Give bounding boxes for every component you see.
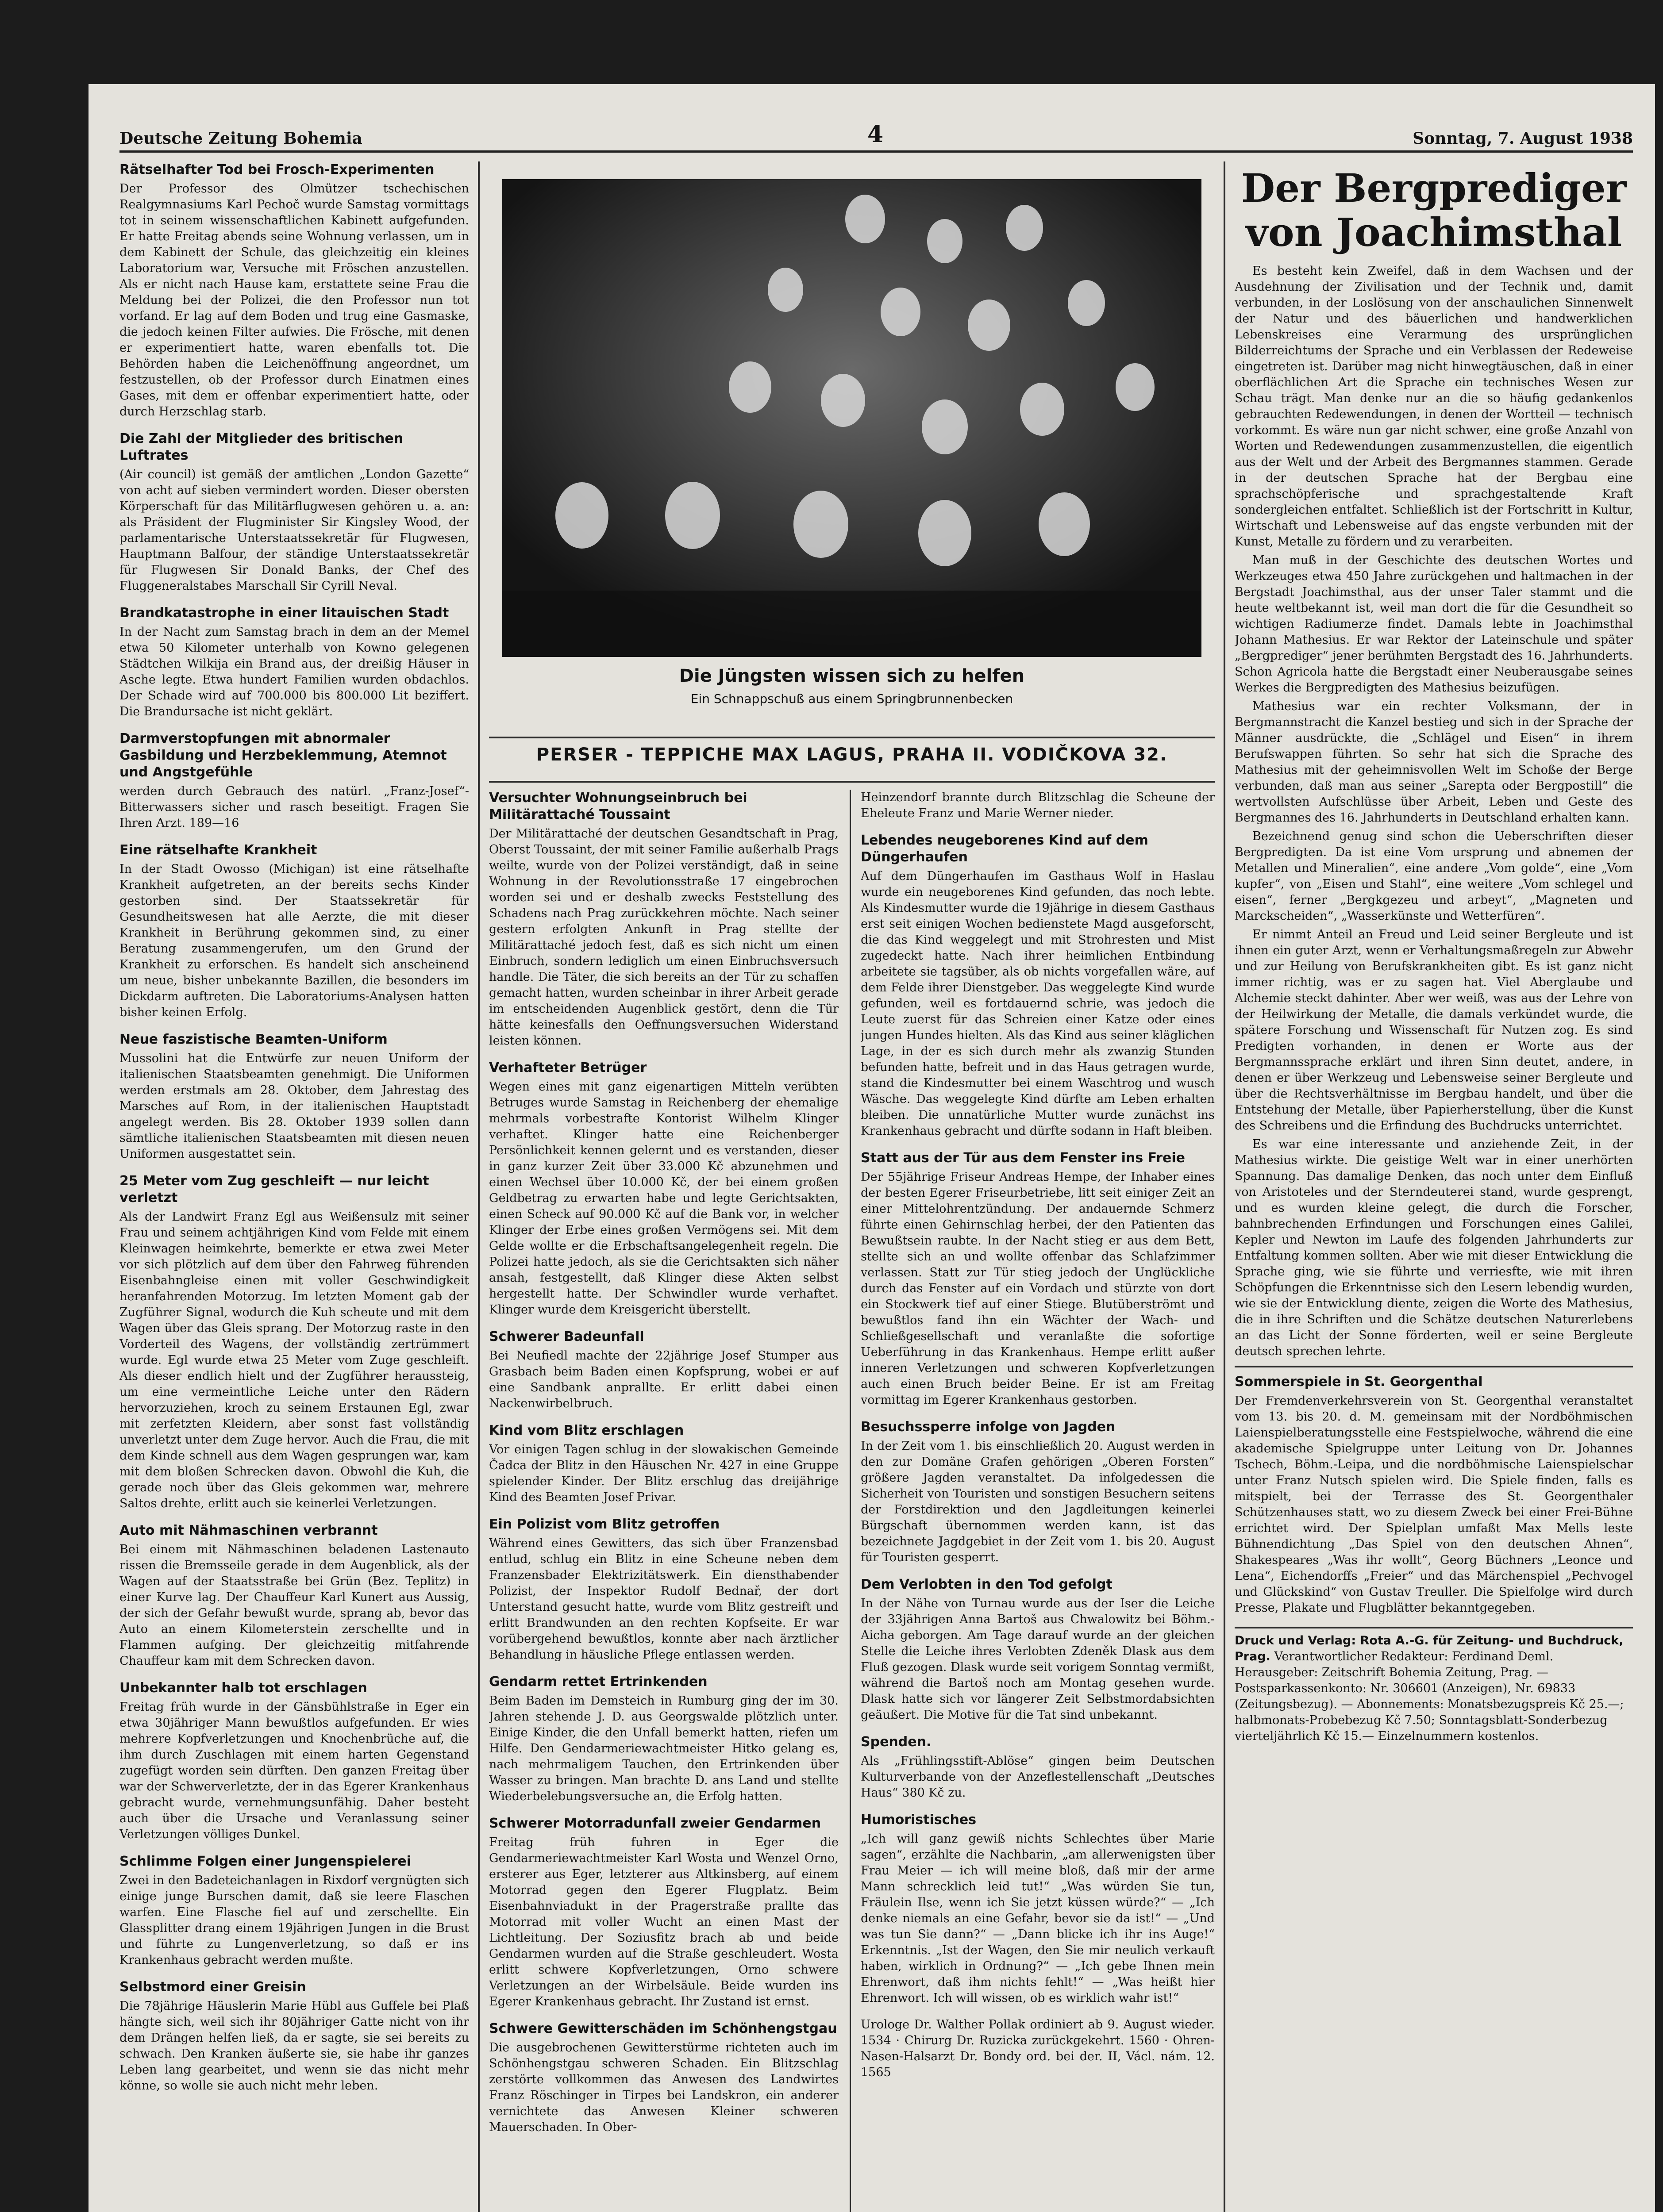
feature-paragraph: Mathesius war ein rechter Volksmann, der in Bergmannstracht die Kanzel bestieg und sich in der Sprache der Männer ausdrückte, die „Schlägel und Eisen“ in ihrem Berufswappen führten. So sehr hat sich die Sprache des Mathesius mit der geheimnisvollen Welt im Schoße der Berge verbunden, daß man aus seiner „Sarepta oder Bergpostill“ die wertvollsten Aufschlüsse über Arbeit, Leben und Geste des Bergmannes des 16. Jahrhunderts in Deutschland erhalten kann. — [1235, 699, 1633, 825]
article-text: In der Zeit vom 1. bis einschließlich 20. August werden in den zur Domäne Grafen gehörigen „Oberen Forsten“ größere Jagden veranstaltet. Da infolgedessen die Sicherheit von Touristen und sonstigen Besuchern seitens der Forstdirektion und den Jagdleitungen keinerlei Bürgschaft übernommen werden kann, ist das bezeichnete Jagdgebiet in der Zeit vom 1. bis 20. August für Touristen gesperrt. — [861, 1439, 1215, 1564]
article-headline: Kind vom Blitz erschlagen — [489, 1423, 684, 1438]
article-headline: Schwerer Badeunfall — [489, 1329, 644, 1344]
article-headline: Schlimme Folgen einer Jungenspielerei — [119, 1854, 412, 1869]
imprint-rule — [1235, 1627, 1633, 1628]
article — [489, 790, 839, 1049]
article-text: Die ausgebrochenen Gewitterstürme richteten auch im Schönhengstgau schweren Schaden. Ein Blitzschlag zerstörte vollkommen das Anwesen des Landwirtes Franz Röschinger in Tirpes bei Landskron, ein anderer vernichtete das Anwesen Kleiner schweren Mauerschaden. In Ober- — [489, 2041, 839, 2134]
feature-paragraph: Es war eine interessante und anziehende Zeit, in der Mathesius wirkte. Die geistige Welt war in einer unerhörten Spannung. Das damalige Denken, das noch unter dem Einfluß von Aristoteles und der Sterndeuterei stand, wurde gesprengt, und es wurden kleine gelegt, die durch die Forscher, bahnbrechenden Erfindungen und Forschungen eines Galilei, Kepler und Newton im Laufe des folgenden Jahrhunderts zur Entfaltung kommen sollten. Aber wie mit dieser Entwicklung die Sprache ging, wie sie führte und verriesfte, wie mit ihren Schöpfungen die Erkenntnisse sich den Lesern lebendig wurden, wie sie der Entwicklung diente, zeigen die Worte des Mathesius, die in ihre Schriften und die Schätze deutschen Naturerlebens an das Licht der Sonne förderten, weil er seine Bergleute deutsch sprechen lehrte. — [1235, 1137, 1633, 1358]
article-headline: Selbstmord einer Greisin — [119, 1979, 306, 1995]
article — [489, 1674, 839, 1805]
article-text: Freitag früh wurde in der Gänsbühlstraße in Eger ein etwa 30jähriger Mann bewußtlos aufgefunden. Er wies mehrere Kopfverletzungen und Knochenbrüche auf, die ihm durch Zuschlagen mit einem harten Gegenstand zugefügt worden sein dürften. Den ganzen Freitag über war der Schwerverletzte, der in das Egerer Krankenhaus gebracht wurde, vernehmungsunfähig. Daher besteht auch über die Ursache und Veranlassung seiner Verletzungen völliges Dunkel. — [119, 1700, 469, 1841]
article-text: Der Militärattaché der deutschen Gesandtschaft in Prag, Oberst Toussaint, der mit seiner Familie außerhalb Prags weilte, wurde von der Polizei verständigt, daß in seine Wohnung in der Revolutionsstraße 17 eingebrochen worden sei und er deshalb zwecks Feststellung des Schadens nach Prag zurückkehren möchte. Nach seiner gestern erfolgten Ankunft in Prag stellte der Militärattaché jedoch fest, daß es sich nicht um einen Einbruch, sondern lediglich um einen Einbruchsversuch handle. Die Täter, die sich bereits an der Tür zu schaffen gemacht hatten, wurden scheinbar in ihrer Arbeit gerade im entscheidenden Augenblick gestört, denn die Tür hätte keinesfalls den Oeffnungsversuchen Widerstand leisten können. — [489, 827, 839, 1048]
article-text: Heinzendorf brannte durch Blitzschlag die Scheune der Eheleute Franz und Marie Werner nieder. — [861, 791, 1215, 820]
article — [489, 1815, 839, 2010]
article-headline: Auto mit Nähmaschinen verbrannt — [119, 1523, 378, 1538]
article-headline: Neue faszistische Beamten-Uniform — [119, 1032, 388, 1047]
column-rule-right — [1224, 161, 1225, 2212]
carpet-advertisement: PERSER - TEPPICHE MAX LAGUS, PRAHA II. VODIČKOVA 32. — [536, 745, 1168, 765]
article — [119, 605, 469, 720]
center-column-2 — [861, 790, 1215, 2212]
article-headline: Rätselhafter Tod bei Frosch-Experimenten — [119, 162, 435, 177]
feature-body — [1235, 263, 1633, 1359]
article-text: (Air council) ist gemäß der amtlichen „London Gazette“ von acht auf sieben vermindert worden. Dieser obersten Körperschaft für das Militärflugwesen gehören u. a. an: als Präsident der Flugminister Sir Kingsley Wood, der parlamentarische Unterstaatssekretär für Flugwesen, Hauptmann Balfour, der ständige Unterstaatssekretär für Flugwesen Sir Donald Banks, der Chef des Fluggeneralstabes Marschall Sir Cyrill Neval. — [119, 468, 469, 593]
article — [489, 1516, 839, 1663]
children-photo — [502, 179, 1201, 657]
ad-rule-bottom — [489, 781, 1215, 783]
article — [119, 1031, 469, 1162]
article — [861, 1576, 1215, 1723]
article-headline: Schwere Gewitterschäden im Schönhengstgau — [489, 2021, 837, 2036]
article — [489, 1329, 839, 1412]
article-text: Als „Frühlingsstift-Ablöse“ gingen beim Deutschen Kulturverbande von der Anzeflestellenschaft „Deutsches Haus“ 380 Kč zu. — [861, 1754, 1215, 1800]
issue-date: Sonntag, 7. August 1938 — [1413, 129, 1633, 148]
photo-block — [489, 161, 1215, 732]
article-text: Der 55jährige Friseur Andreas Hempe, der Inhaber eines der besten Egerer Friseurbetriebe, litt seit einiger Zeit an einer Mittelohrentzündung. Der andauernde Schmerz führte einen Gehirnschlag herbei, der den Patienten das Bewußtsein raubte. In der Nacht stieg er aus dem Bett, stellte sich an und wollte offenbar das Schlafzimmer verlassen. Statt zur Tür stieg jedoch der Unglückliche durch das Fenster auf ein Vordach und stürzte von dort ein Stockwerk tief auf einer Stiege. Blutüberströmt und bewußtlos fand ihn ein Wächter der Wach- und Schließgesellschaft und veranlaßte die sofortige Ueberführung in das Krankenhaus. Hempe erlitt außer inneren Verletzungen und schweren Kopfverletzungen auch einen Bruch beider Beine. Er ist am Freitag vormittag im Egerer Krankenhaus gestorben. — [861, 1170, 1215, 1407]
photo-caption-subtitle: Ein Schnappschuß aus einem Springbrunnenbecken — [690, 691, 1013, 706]
article-headline: Brandkatastrophe in einer litauischen Stadt — [119, 605, 449, 621]
article-text: Bei Neufiedl machte der 22jährige Josef Stumper aus Grasbach beim Baden einen Kopfsprung, wobei er auf eine Sandbank anprallte. Er erlitt dabei einen Nackenwirbelbruch. — [489, 1349, 839, 1410]
article-headline: Unbekannter halb tot erschlagen — [119, 1680, 367, 1696]
article — [489, 2020, 839, 2135]
column-left — [119, 161, 469, 2212]
feature-end-rule — [1235, 1366, 1633, 1367]
newspaper-page — [89, 84, 1655, 2212]
article-text: werden durch Gebrauch des natürl. „Franz-Josef“-Bitterwassers sicher und rasch beseitigt. Fragen Sie Ihren Arzt. 189—16 — [119, 784, 469, 830]
article — [861, 790, 1215, 822]
article-headline: Lebendes neugeborenes Kind auf dem Düngerhaufen — [861, 833, 1148, 865]
article-text: Auf dem Düngerhaufen im Gasthaus Wolf in Haslau wurde ein neugeborenes Kind gefunden, das noch lebte. Als Kindesmutter wurde die 19jährige in diesem Gasthaus erst seit einigen Wochen bedienstete Magd ausgeforscht, die das Kind weggelegt und mit Strohresten und Mist zugedeckt hatte. Nach ihrer heimlichen Entbindung arbeitete sie tagsüber, als ob nichts vorgefallen wäre, auf dem Felde ihrer Dienstgeber. Das weggelegte Kind wurde gefunden, weil es fortdauernd schrie, was jedoch die Leute zuerst für das Schreien einer Katze oder eines jungen Hundes hielten. Als das Kind aus seiner kläglichen Lage, in der es sich durch mehr als zwanzig Stunden befunden hatte, befreit und in das Haus getragen wurde, stand die Kindesmutter bei einem Waschtrog und wusch Wäsche. Das weggelegte Kind dürfte am Leben erhalten bleiben. Die unnatürliche Mutter wurde zunächst ins Krankenhaus gebracht und dürfte sodann in Haft bleiben. — [861, 869, 1215, 1138]
imprint-text: Verantwortlicher Redakteur: Ferdinand Deml. Herausgeber: Zeitschrift Bohemia Zeitung, Prag. — Postsparkassenkonto: Nr. 306601 (Anzeigen), Nr. 69833 (Zeitungsbezug). — Abonnements: Monatsbezugspreis Kč 25.—; halbmonats-Probebezug Kč 7.50; Sonntagsblatt-Sonderbezug vierteljährlich Kč 15.— Einzelnummern kostenlos. — [1235, 1650, 1624, 1743]
article-headline: Die Zahl der Mitglieder des britischen Luftrates — [119, 431, 404, 463]
article — [861, 1734, 1215, 1801]
article-text: „Ich will ganz gewiß nichts Schlechtes über Marie sagen“, erzählte die Nachbarin, „am allerwenigsten über Frau Meier — ich will meine bloß, daß mir der arme Mann schrecklich leid tut!“ „Was würden Sie tun, Fräulein Ilse, wenn ich Sie jetzt küssen würde?“ — „Ich denke niemals an eine Gefahr, bevor sie da ist!“ — „Und was tun Sie dann?“ — „Dann blicke ich ihr ins Auge!“ Erkenntnis. „Ist der Wagen, den Sie mir neulich verkauft haben, wirklich in Ordnung?“ — „Ich gebe Ihnen mein Ehrenwort, daß ihm nichts fehlt!“ — „Was heißt hier Ehrenwort. Ich will wissen, ob es wirklich wahr ist!“ — [861, 1832, 1215, 2005]
article-text: In der Nähe von Turnau wurde aus der Iser die Leiche der 33jährigen Anna Bartoš aus Chwalowitz bei Böhm.-Aicha geborgen. Am Tage darauf wurde an der gleichen Stelle die Leiche ihres Verlobten Zdeněk Dlask aus dem Fluß gezogen. Dlask wurde seit vorigem Sonntag vermißt, während die Bartoš noch am Montag gesehen wurde. Dlask hatte sich vor längerer Zeit Selbstmordabsichten geäußert. Die Motive für die Tat sind unbekannt. — [861, 1597, 1215, 1722]
article-headline: Dem Verlobten in den Tod gefolgt — [861, 1577, 1113, 1592]
ad-rule-top — [489, 737, 1215, 738]
article-headline: Ein Polizist vom Blitz getroffen — [489, 1517, 720, 1532]
article — [489, 1422, 839, 1505]
article — [119, 1173, 469, 1512]
article-headline: Besuchssperre infolge von Jagden — [861, 1419, 1116, 1435]
article-text: Freitag früh fuhren in Eger die Gendarmeriewachtmeister Karl Wosta und Wenzel Orno, ersterer aus Eger, letzterer aus Altkinsberg, auf einem Motorrad gegen den Egerer Flugplatz. Beim Eisenbahnviadukt in der Pragerstraße prallte das Motorrad mit voller Wucht an einen Mast der Lichtleitung. Der Soziusfitz brach ab und beide Gendarmen wurden auf die Straße geschleudert. Wosta erlitt schwere Kopfverletzungen, Orno schwere Verletzungen an der Wirbelsäule. Beide wurden ins Egerer Krankenhaus gebracht. Ihr Zustand ist ernst. — [489, 1836, 839, 2008]
article-headline: Gendarm rettet Ertrinkenden — [489, 1674, 708, 1690]
column-right — [1235, 161, 1633, 2212]
article — [861, 2017, 1215, 2081]
feature-title: Der Bergprediger von Joachimsthal — [1241, 165, 1627, 255]
article-text: Beim Baden im Demsteich in Rumburg ging der im 30. Jahren stehende J. D. aus Georgswalde plötzlich unter. Einige Kinder, die den Unfall bemerkt hatten, riefen um Hilfe. Den Gendarmeriewachtmeister Hitko gelang es, nach mehrmaligem Tauchen, den Ertrinkenden über Wasser zu bringen. Man brachte D. ans Land und stellte Wiederbelebungsversuche an, die Erfolg hatten. — [489, 1694, 839, 1803]
article — [119, 842, 469, 1021]
article-text: Vor einigen Tagen schlug in der slowakischen Gemeinde Čadca der Blitz in den Häuschen Nr. 427 in eine Gruppe spielender Kinder. Der Blitz erschlug das dreijährige Kind des Beamten Josef Privar. — [489, 1443, 839, 1504]
imprint-title: Druck und Verlag: Rota A.-G. für Zeitung- und Buchdruck, Prag. — [1235, 1634, 1624, 1663]
article — [861, 832, 1215, 1139]
article-headline: Eine rätselhafte Krankheit — [119, 842, 317, 858]
article-text: Der Professor des Olmützer tschechischen Realgymnasiums Karl Pechoč wurde Samstag vormittags tot in seinem wissenschaftlichen Kabinett aufgefunden. Er hatte Freitag abends seine Wohnung verlassen, um in dem Kabinett der Schule, das gleichzeitig ein kleines Laboratorium war, Versuche mit Fröschen anzustellen. Als er nicht nach Hause kam, erstattete seine Frau die Meldung bei der Polizei, die den Professor nun tot vorfand. Er lag auf dem Boden und trug eine Gasmaske, die jedoch keinen Filter aufwies. Die Frösche, mit denen er experimentiert hatte, waren ebenfalls tot. Die Behörden haben die Leichenöffnung angeordnet, um festzustellen, ob der Professor durch Einatmen eines Gases, mit dem er offenbar experimentiert hatte, oder durch Herzschlag starb. — [119, 182, 469, 419]
article — [119, 1979, 469, 2094]
article — [119, 730, 469, 831]
theater-article — [1235, 1374, 1633, 1616]
article-text: Während eines Gewitters, das sich über Franzensbad entlud, schlug ein Blitz in eine Scheune neben dem Franzensbader Elektrizitätswerk. Ein diensthabender Polizist, der Inspektor Rudolf Bednař, der dort Unterstand gesucht hatte, wurde vom Blitz gestreift und erlitt Brandwunden an den rechten Kopfseite. Er war vorübergehend bewußtlos, konnte aber nach ärztlicher Behandlung in häusliche Pflege entlassen werden. — [489, 1536, 839, 1662]
article-headline: Darmverstopfungen mit abnormaler Gasbildung und Herzbeklemmung, Atemnot und Angstgefühle — [119, 731, 447, 780]
article — [861, 1812, 1215, 2006]
article — [861, 1150, 1215, 1408]
article — [861, 1419, 1215, 1566]
article — [119, 1680, 469, 1843]
photo-illustration — [502, 179, 1201, 657]
article-text: In der Nacht zum Samstag brach in dem an der Memel etwa 50 Kilometer unterhalb von Kowno gelegenen Städtchen Wilkija ein Brand aus, der dreißig Häuser in Asche legte. Etwa hundert Familien wurden obdachlos. Der Schade wird auf 700.000 bis 800.000 Lit beziffert. Die Brandursache ist nicht geklärt. — [119, 625, 469, 718]
article-text: In der Stadt Owosso (Michigan) ist eine rätselhafte Krankheit aufgetreten, an der bereits sechs Kinder gestorben sind. Der Staatssekretär für Gesundheitswesen hat alle Aerzte, die mit dieser Krankheit in Berührung gekommen sind, zu einer Beratung zusammengerufen, um den Grund der Krankheit zu erforschen. Es handelt sich anscheinend um neue, bisher unbekannte Bazillen, die besonders im Dickdarm auftreten. Die Laboratoriums-Analysen hatten bisher keinen Erfolg. — [119, 862, 469, 1019]
article-text: Bei einem mit Nähmaschinen beladenen Lastenauto rissen die Bremsseile gerade in dem Augenblick, als der Wagen auf der Staatsstraße bei Grün (Bez. Teplitz) in einer Kurve lag. Der Chauffeur Karl Kunert aus Aussig, der sich der Gefahr bewußt wurde, sprang ab, bevor das Auto an einem Kilometerstein zerschellte und in Flammen aufging. Der gleichzeitig mitfahrende Chauffeur kam mit dem Schrecken davon. — [119, 1543, 469, 1668]
theater-headline: Sommerspiele in St. Georgenthal — [1235, 1374, 1483, 1390]
center-column-rule — [850, 790, 851, 2212]
feature-paragraph: Er nimmt Anteil an Freud und Leid seiner Bergleute und ist ihnen ein guter Arzt, wenn er Verhaltungsmaßregeln zur Abwehr und zur Heilung von Berufskrankheiten gibt. Es ist ganz nicht immer richtig, was er zu sagen hat. Viel Aberglaube und Alchemie steckt dahinter. Aber wer weiß, was aus der Lehre von der Heilwirkung der Metalle, die damals verkündet wurde, die spätere Forschung und Wissenschaft für Nutzen zog. Es sind Predigten vorhanden, in denen er Worte aus der Bergmannssprache erklärt und ihren Sinn deutet, andere, in denen er über Werkzeug und Lebensweise seiner Bergleute und über die Rechtsverhältnisse im Bergbau handelt, und über die Entstehung der Metalle, über Papierherstellung, über die Kunst des Schreibens und die Erfindung des Buchdrucks unterrichtet. — [1235, 928, 1633, 1133]
article-text: Urologe Dr. Walther Pollak ordiniert ab 9. August wieder. 1534 · Chirurg Dr. Ruzicka zurückgekehrt. 1560 · Ohren-Nasen-Halsarzt Dr. Bondy ord. bei der. II, Václ. nám. 12. 1565 — [861, 2018, 1215, 2079]
article — [489, 1060, 839, 1318]
article-text: Zwei in den Badeteichanlagen in Rixdorf vergnügten sich einige junge Burschen damit, daß sie leere Flaschen warfen. Eine Flasche fiel auf und zerschellte. Ein Glassplitter drang einem 19jährigen Jungen in die Brust und führte zu Lungenverletzung, so daß er ins Krankenhaus gebracht werden mußte. — [119, 1874, 469, 1967]
page-header — [119, 119, 1633, 153]
article-headline: Versuchter Wohnungseinbruch bei Militärattaché Toussaint — [489, 790, 747, 822]
article-text: Als der Landwirt Franz Egl aus Weißensulz mit seiner Frau und seinem achtjährigen Kind vom Felde mit einem Kleinwagen heimkehrte, bemerkte er etwa zwei Meter vor sich plötzlich auf dem über den Fahrweg führenden Eisenbahngleise einen mit voller Geschwindigkeit heranfahrenden Motorzug. Im letzten Moment gab der Zugführer Signal, wodurch die Kuh scheute und mit dem Wagen über das Gleis sprang. Der Motorzug raste in den Vorderteil des Wagens, der vollständig zertrümmert wurde. Egl wurde etwa 25 Meter vom Zuge geschleift. Als dieser endlich hielt und der Zugführer heraussteig, um eine vermeintliche Leiche unter den Rädern hervorzuziehen, kroch zu seinem Erstaunen Egl, zwar mit zerfetzten Kleidern, aber sonst fast vollständig unverletzt unter dem Zuge hervor. Auch die Frau, die mit dem Kinde schnell aus dem Wagen gesprungen war, kam mit dem bloßen Schrecken davon. Obwohl die Kuh, die gerade noch über das Gleis gekommen war, mehrere Saltos drehte, erlitt auch sie keinerlei Verletzungen. — [119, 1210, 469, 1510]
newspaper-name: Deutsche Zeitung Bohemia — [119, 129, 362, 148]
theater-text: Der Fremdenverkehrsverein von St. Georgenthal veranstaltet vom 13. bis 20. d. M. gemeinsam mit der Nordböhmischen Laienspielberatungsstelle eine Festspielwoche, während die eine akademische Spielgruppe unter Leitung von Dr. Johannes Tschech, Böhm.-Leipa, und die nordböhmische Laienspielschar unter Franz Nutsch spielen wird. Die Spiele finden, falls es mitspielt, bei der Terrasse des St. Georgenthaler Schützenhauses statt, wo zu diesem Zweck bei einer Frei-Bühne errichtet wird. Der Spielplan umfaßt Max Mells leste Bühnendichtung „Das Spiel von den deutschen Ahnen“, Shakespeares „Was ihr wollt“, Georg Büchners „Leonce und Lena“, Eichendorffs „Freier“ und das Märchenspiel „Pechvogel und Glückskind“ von Gustav Treuller. Die Spielfolge wird durch Presse, Plakate und Flugblätter bekanntgegeben. — [1235, 1394, 1633, 1615]
article-headline: 25 Meter vom Zug geschleift — nur leicht verletzt — [119, 1173, 429, 1206]
article-headline: Verhafteter Betrüger — [489, 1060, 647, 1075]
column-rule — [478, 161, 480, 2212]
article-headline: Humoristisches — [861, 1812, 977, 1828]
article-headline: Schwerer Motorradunfall zweier Gendarmen — [489, 1816, 821, 1831]
article — [119, 1853, 469, 1968]
page-number: 4 — [867, 121, 884, 148]
feature-paragraph: Es besteht kein Zweifel, daß in dem Wachsen und der Ausdehnung der Zivilisation und der Technik und, damit verbunden, in der Loslösung von der anschaulichen Sinnenwelt der Natur und des bäuerlichen und handwerklichen Lebenskreises eine Verarmung des ursprünglichen Bilderreichtums der Sprache und ein Verblassen der Redeweise eingetreten ist. Darüber mag nicht hinwegtäuschen, daß in einer oberflächlichen Art die Sprache ein technisches Wesen zur Schau trägt. Man denke nur an die so häufig gedankenlos gebrauchten Redewendungen, in denen der Wortteil — technisch vorkommt. Es wäre nun gar nicht schwer, eine große Anzahl von Worten und Redewendungen zusammenzustellen, die eigentlich aus der Welt und der Arbeit des Bergmannes stammen. Gerade in der deutschen Sprache hat der Bergbau eine sprachschöpferische und sprachgestaltende Kraft sondergleichen entfaltet. Schließlich ist der Fortschritt in Kultur, Wirtschaft und Lebensweise auf das engste verbunden mit der Kunst, Metalle zu fördern und zu verarbeiten. — [1235, 264, 1633, 549]
article-text: Mussolini hat die Entwürfe zur neuen Uniform der italienischen Staatsbeamten genehmigt. Die Uniformen werden erstmals am 28. Oktober, dem Jahrestag des Marsches auf Rom, in der italienischen Hauptstadt angelegt werden. Bis 28. Oktober 1939 sollen dann sämtliche italienischen Staatsbeamten mit diesen neuen Uniformen ausgestattet sein. — [119, 1052, 469, 1161]
article — [119, 1522, 469, 1669]
article-headline: Statt aus der Tür aus dem Fenster ins Freie — [861, 1150, 1185, 1166]
article-headline: Spenden. — [861, 1734, 932, 1750]
feature-paragraph: Bezeichnend genug sind schon die Ueberschriften dieser Bergpredigten. Da ist eine Vom ursprung und abnemen der Metallen und Mineralien“, eine andere „Vom golde“, eine „Vom kupfer“, von „Eisen und Stahl“, eine weitere „Vom schlegel und eisen“, ferner „Bergkgezeu und arbeyt“, „Magneten und Marckscheiden“, „Wasserkünste und Wetterfüren“. — [1235, 830, 1633, 923]
imprint-block — [1235, 1633, 1633, 1744]
article-text: Die 78jährige Häuslerin Marie Hübl aus Guffele bei Plaß hängte sich, weil sich ihr 80jähriger Gatte nicht von ihr dem Drängen helfen ließ, da er sagte, sie sei bereits zu schwach. Den Kranken äußerte sie, sie habe ihr ganzes Leben lang gearbeitet, und wenn sie das nicht mehr könne, so wolle sie auch nicht mehr leben. — [119, 1999, 469, 2093]
center-column-1 — [489, 790, 839, 2212]
photo-caption-title: Die Jüngsten wissen sich zu helfen — [679, 666, 1025, 686]
article — [119, 430, 469, 594]
article-text: Wegen eines mit ganz eigenartigen Mitteln verübten Betruges wurde Samstag in Reichenberg der ehemalige mehrmals vorbestrafte Kontorist Wilhelm Klinger verhaftet. Klinger hatte eine Reichenberger Persönlichkeit kennen gelernt und es verstanden, dieser in ganz kurzer Zeit über 33.000 Kč abzunehmen und einen Wechsel über 10.000 Kč, der bei einem großen Geldbetrag zu erwarten habe und legte Gerichtsakten, einen Scheck auf 90.000 Kč auf die Bank vor, in welcher Klinger der Erbe eines großen Vermögens sei. Mit dem Gelde wollte er die Erbschaftsangelegenheit regeln. Die Polizei hatte jedoch, als sie die Gerichtsakten sich näher ansah, festgestellt, daß Klinger diese Akten selbst hergestellt hatte. Der Schwindler wurde verhaftet. Klinger wurde dem Kreisgericht überstellt. — [489, 1080, 839, 1317]
feature-paragraph: Man muß in der Geschichte des deutschen Wortes und Werkzeuges etwa 450 Jahre zurückgehen und haltmachen in der Bergstadt Joachimsthal, aus der unser Taler stammt und die heute weltbekannt ist, weil man dort die für die Gesundheit so wichtigen Radiumerze findet. Damals lebte in Joachimsthal Johann Mathesius. Er war Rektor der Lateinschule und später „Bergprediger“ jener berühmten Bergstadt des 16. Jahrhunderts. Schon Agricola hatte die Bergstadt einer Neuberausgabe seines Werkes die Bergpredigten des Mathesius beizufügen. — [1235, 553, 1633, 695]
article — [119, 161, 469, 420]
